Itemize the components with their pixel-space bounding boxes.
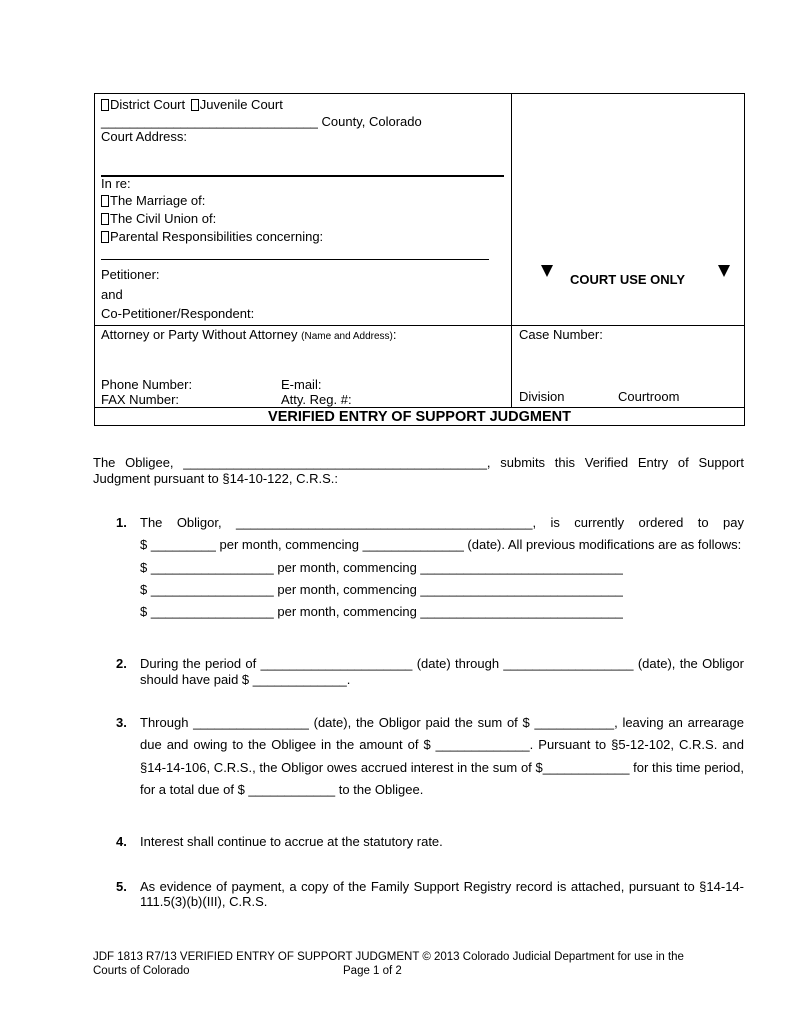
attorney-label-note: (Name and Address) <box>301 331 393 342</box>
form-title: VERIFIED ENTRY OF SUPPORT JUDGMENT <box>268 409 571 425</box>
court-use-only-label: COURT USE ONLY <box>570 272 686 287</box>
item-1-line-5: $ _________________ per month, commencing ____________________________ <box>140 604 623 619</box>
case-number-label: Case Number: <box>519 327 603 342</box>
item-3-line-4: for a total due of $ ____________ to the Obligee. <box>140 782 424 797</box>
court-use-left-arrow-icon <box>541 265 553 277</box>
item-1-number: 1. <box>116 515 127 530</box>
phone-label: Phone Number: <box>101 377 193 392</box>
county-line: ______________________________ County, Colorado <box>101 114 422 129</box>
civil-union-option <box>101 212 216 227</box>
footer-courts: Courts of Colorado <box>93 965 190 977</box>
item-3-number: 3. <box>116 715 127 730</box>
and-label: and <box>101 287 123 302</box>
civil-union-checkbox[interactable] <box>101 213 109 225</box>
marriage-label: The Marriage of: <box>110 193 206 208</box>
attorney-label-colon: : <box>392 327 397 342</box>
fax-label: FAX Number: <box>101 392 180 407</box>
court-address-rule <box>101 175 504 177</box>
petitioner-label: Petitioner: <box>101 267 160 282</box>
juvenile-court-label: Juvenile Court <box>199 97 283 112</box>
courtroom-label: Courtroom <box>618 389 680 404</box>
parental-label: Parental Responsibilities concerning: <box>110 229 324 244</box>
district-court-checkbox[interactable] <box>101 99 109 111</box>
item-5-number: 5. <box>116 879 127 894</box>
item-4-line-1: Interest shall continue to accrue at the statutory rate. <box>140 834 443 849</box>
division-label: Division <box>519 389 565 404</box>
item-5-line-2: 111.5(3)(b)(III), C.R.S. <box>140 894 268 909</box>
court-address-label: Court Address: <box>101 129 187 144</box>
civil-union-label: The Civil Union of: <box>110 211 217 226</box>
item-2-number: 2. <box>116 656 127 671</box>
item-2-line-1: During the period of _____________________ (date) through __________________ (date), the Obligor <box>140 656 744 671</box>
in-re-label: In re: <box>101 176 131 191</box>
item-5-line-1: As evidence of payment, a copy of the Family Support Registry record is attached, pursuant to §14-14- <box>140 879 744 894</box>
party-name-rule <box>101 259 489 260</box>
caption-divider <box>511 93 512 407</box>
co-petitioner-label: Co-Petitioner/Respondent: <box>101 306 255 321</box>
item-3-line-3: §14-14-106, C.R.S., the Obligor owes accrued interest in the sum of $____________ for this time period, <box>140 760 744 775</box>
district-court-label: District Court <box>110 97 186 112</box>
marriage-checkbox[interactable] <box>101 195 109 207</box>
item-1-line-4: $ _________________ per month, commencing ____________________________ <box>140 582 623 597</box>
item-1-line-2: $ _________ per month, commencing ______________ (date). All previous modifications are as follows: <box>140 537 742 552</box>
juvenile-court-checkbox[interactable] <box>191 99 199 111</box>
parental-checkbox[interactable] <box>101 231 109 243</box>
email-label: E-mail: <box>281 377 322 392</box>
caption-row-rule <box>94 325 745 326</box>
attorney-label <box>101 328 397 343</box>
court-selection <box>101 98 283 113</box>
title-row-rule <box>94 407 745 408</box>
intro-line-1: The Obligee, __________________________________________, submits this Verified Entry of Support <box>93 455 744 470</box>
item-3-line-1: Through ________________ (date), the Obligor paid the sum of $ ___________, leaving an arrearage <box>140 715 744 730</box>
marriage-option <box>101 194 205 209</box>
attorney-label-text: Attorney or Party Without Attorney <box>101 327 302 342</box>
court-use-right-arrow-icon <box>718 265 730 277</box>
item-1-line-1: The Obligor, _________________________________________, is currently ordered to pay <box>140 515 744 530</box>
item-4-number: 4. <box>116 834 127 849</box>
atty-reg-label: Atty. Reg. #: <box>281 392 352 407</box>
footer-line-1: JDF 1813 R7/13 VERIFIED ENTRY OF SUPPORT JUDGMENT © 2013 Colorado Judicial Department for use in the <box>93 951 684 963</box>
intro-line-2: Judgment pursuant to §14-10-122, C.R.S.: <box>93 471 338 486</box>
item-3-line-2: due and owing to the Obligee in the amount of $ _____________. Pursuant to §5-12-102, C.R.S. and <box>140 737 744 752</box>
footer-page-number: Page 1 of 2 <box>343 965 402 977</box>
item-2-line-2: should have paid $ _____________. <box>140 672 351 687</box>
parental-option <box>101 230 323 245</box>
item-1-line-3: $ _________________ per month, commencing ____________________________ <box>140 560 623 575</box>
